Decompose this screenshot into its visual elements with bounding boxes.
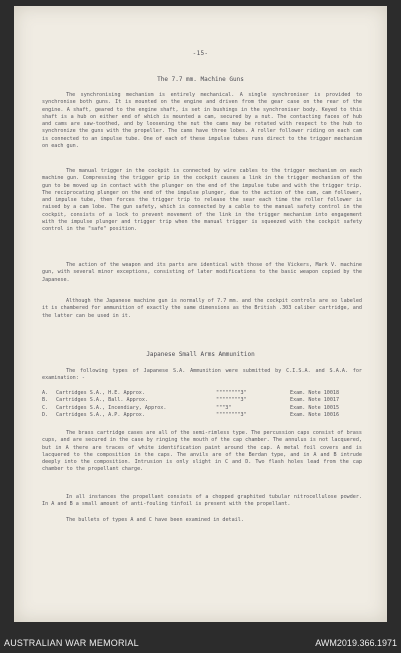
list-item: C. Cartridges S.A., Incendiary, Approx. """3" Exam. Note 10015 [42,404,340,411]
paragraph-caliber: Although the Japanese machine gun is normally of 7.7 mm. and the cockpit controls are so labeled it is chambered for ammunition of exactly the same dimensions as the British .303 caliber cartridge, and the latter can be used in it. [42,298,362,319]
paragraph-cartridge-cases: The brass cartridge cases are all of the semi-rimless type. The percussion caps consist of brass cups, and are secured in the case by ringing the mouth of the cap chamber. The annulus is not lacquered, but in A there are traces of white identification paint around the cap. A metal foil covers and is lacquered to the composition in the caps. The anvils are of the Berdan type, and in A and B intrude deeply into the composition. Intrusion is only slight in C and D. Two flash holes lead from the cap chamber to the propellant charge. [42,430,362,473]
paragraph-section-intro: The following types of Japanese S.A. Ammunition were submitted by C.I.S.A. and S.A.A. for examination: - [42,368,362,382]
section-title: Japanese Small Arms Ammunition [146,351,255,358]
paragraph-vickers: The action of the weapon and its parts are identical with those of the Vickers, Mark V. machine gun, with several minor exceptions, consisting of later modifications to the basic weapon copied by the Japanese. [42,262,362,283]
list-item: D. Cartridges S.A., A.P. Approx. """"""""3" Exam. Note 10016 [42,411,340,418]
document-page [14,6,387,622]
cartridge-list [42,390,362,419]
page-number: -15- [192,50,209,57]
archive-reference: AWM2019.366.1971 [315,638,397,648]
list-item: B. Cartridges S.A., Ball. Approx. """"""""3" Exam. Note 10017 [42,397,340,404]
paragraph-synchroniser: The synchronising mechanism is entirely mechanical. A single synchroniser is provided to synchronise both guns. It is mounted on the engine and driven from the gear case on the rear of the engine. A shaft, geared to the engine shaft, is set in bushings in the synchroniser body. Keyed to this shaft is a hub on either end of which is mounted a cam, secured by a nut. The contacting faces of hub and cams are saw-toothed, and by loosening the nut the cams may be rotated with respect to the hub to synchronize the guns with the propeller. The cams have three lobes. A roller follower riding on each cam is connected to an impulse tube. One of each of these impulse tubes runs direct to the trigger mechanism on each gun. [42,92,362,150]
list-item: A. Cartridges S.A., H.E. Approx. """"""""3" Exam. Note 10018 [42,390,340,396]
footer-bar [0,628,401,653]
paragraph-manual-trigger: The manual trigger in the cockpit is connected by wire cables to the trigger mechanism on each machine gun. Compressing the trigger grip in the cockpit causes a link in the trigger mechanism of the gun to be moved up in contact with the plunger on the end of the impulse tube and with the trigger trip. The reciprocating plunger on the end of the impulse plunger, due to the action of the cam, cam follower, and impulse tube, then forces the trigger trip to release the sear each time the roller follower is raised by a cam lobe. The gun safety, which is connected by a cable to the manual safety control in the cockpit, consists of a lock to prevent movement of the link in the trigger mechanism into engagement with the impulse plunger and trigger trip when the manual trigger is squeezed with the cockpit safety control in the "safe" position. [42,168,362,233]
page-title: The 7.7 mm. Machine Guns [157,76,244,83]
paragraph-bullets: The bullets of types A and C have been examined in detail. [66,517,244,523]
paragraph-propellant: In all instances the propellant consists of a chopped graphited tubular nitrocellulose powder. In A and B a small amount of anti-fouling tinfoil is present with the propellant. [42,494,362,508]
institution-name: AUSTRALIAN WAR MEMORIAL [4,638,139,648]
